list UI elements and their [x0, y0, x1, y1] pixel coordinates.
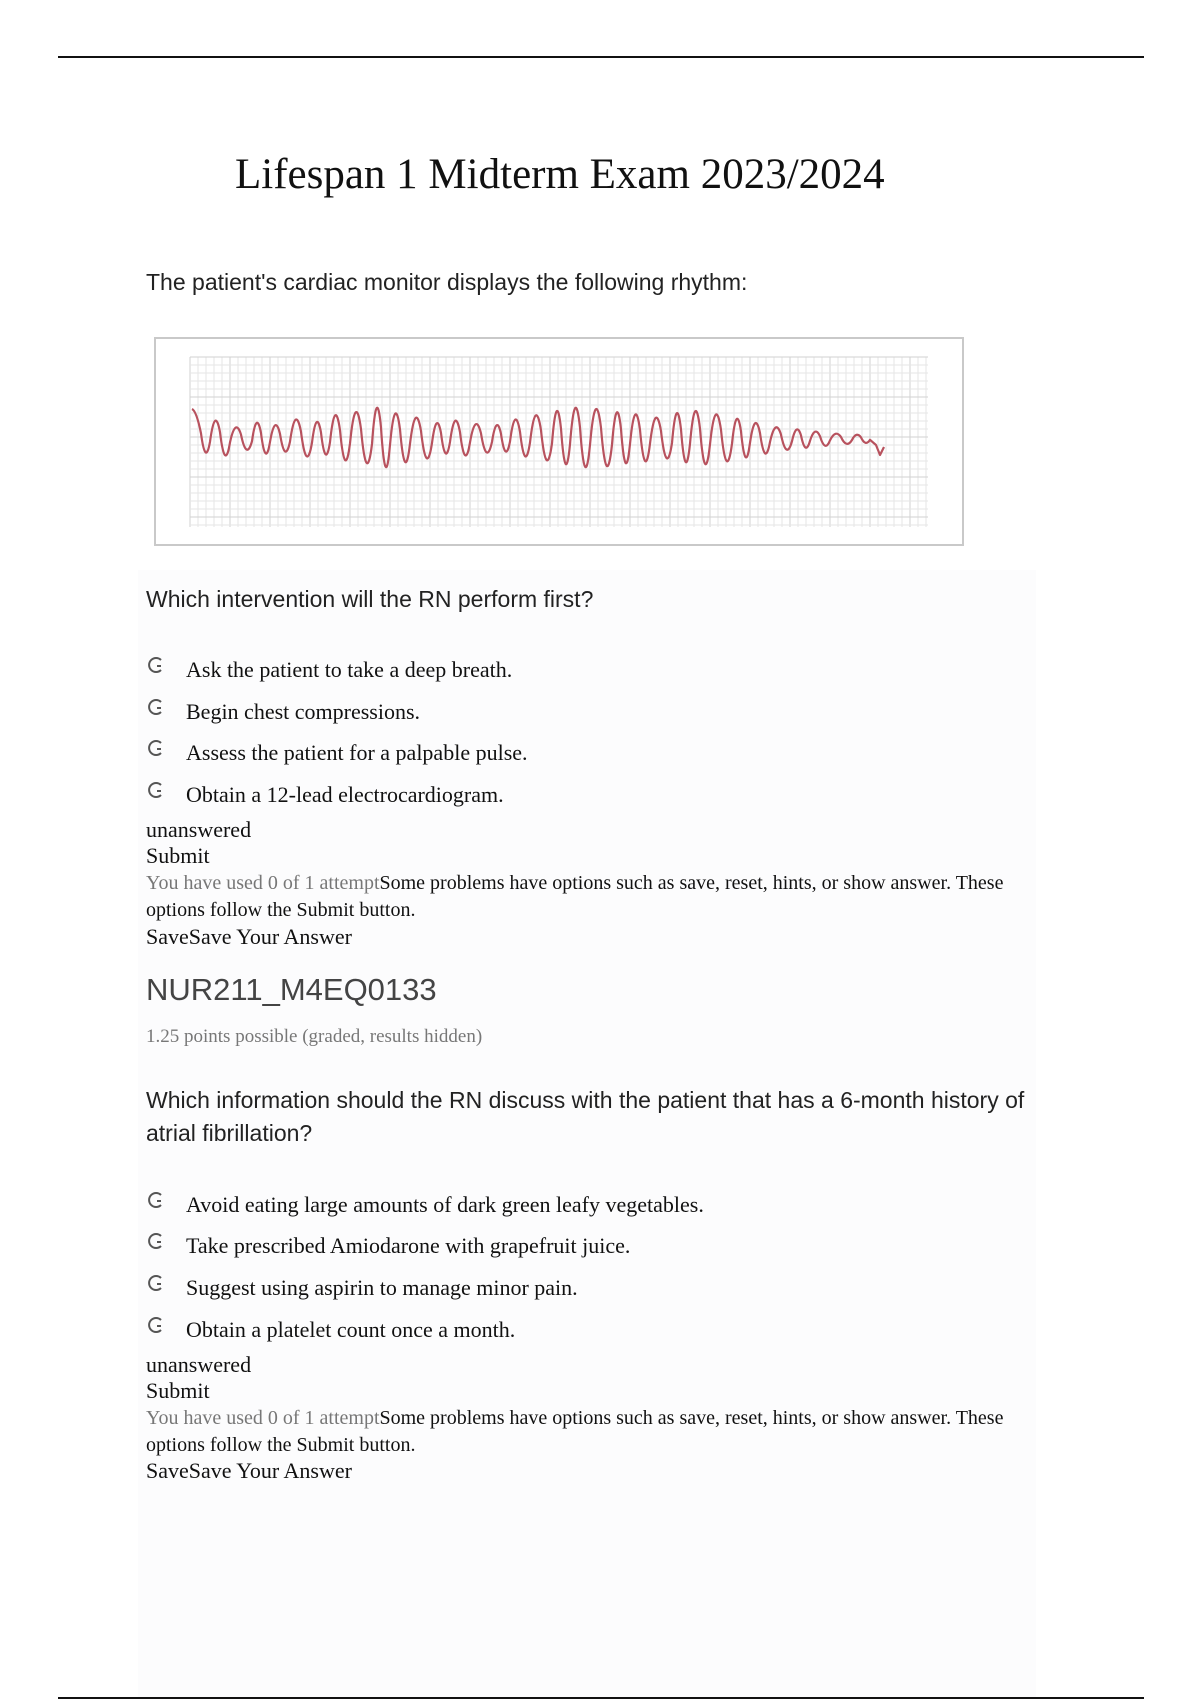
q2-save-button[interactable]: SaveSave Your Answer	[146, 1458, 352, 1483]
q1-attempt-info	[146, 870, 1046, 924]
radio-button-icon[interactable]	[146, 780, 166, 800]
q2-option-2[interactable]	[146, 1231, 1046, 1265]
q2-option-4[interactable]	[146, 1315, 1046, 1349]
q2-question: Which information should the RN discuss with the patient that has a 6-month history of atrial fibrillation?	[146, 1087, 1025, 1146]
q2-submit-button[interactable]: Submit	[146, 1378, 210, 1403]
radio-button-icon[interactable]	[146, 655, 166, 675]
q2-attempt-info	[146, 1405, 1046, 1459]
q2-option-3[interactable]	[146, 1273, 1046, 1307]
options-hint: Some problems have options such as save, reset, hints, or show answer. These options follow the Submit button.	[146, 1407, 1004, 1456]
q1-option-3[interactable]	[146, 738, 1046, 772]
q1-stem: The patient's cardiac monitor displays the following rhythm:	[146, 269, 748, 295]
q2-points-possible: 1.25 points possible (graded, results hidden)	[146, 1026, 483, 1047]
q2-option-1[interactable]	[146, 1190, 1046, 1224]
q2-status: unanswered	[146, 1352, 252, 1377]
page-title: Lifespan 1 Midterm Exam 2023/2024	[235, 151, 885, 198]
q1-option-4[interactable]	[146, 780, 1046, 814]
options-hint: Some problems have options such as save, reset, hints, or show answer. These options follow the Submit button.	[146, 872, 1004, 921]
q1-status: unanswered	[146, 817, 252, 842]
option-label: Assess the patient for a palpable pulse.	[186, 740, 528, 765]
top-rule	[58, 56, 1144, 58]
q1-option-2[interactable]	[146, 697, 1046, 731]
option-label: Ask the patient to take a deep breath.	[186, 657, 513, 682]
q1-question: Which intervention will the RN perform first?	[146, 586, 594, 612]
ecg-rhythm-strip	[154, 337, 964, 546]
q1-submit-button[interactable]: Submit	[146, 843, 210, 868]
q1-save-button[interactable]: SaveSave Your Answer	[146, 924, 352, 949]
option-label: Begin chest compressions.	[186, 699, 421, 724]
radio-button-icon[interactable]	[146, 738, 166, 758]
ecg-graphic	[156, 339, 962, 544]
option-label: Take prescribed Amiodarone with grapefruit juice.	[186, 1233, 631, 1258]
radio-button-icon[interactable]	[146, 1231, 166, 1251]
attempts-count: You have used 0 of 1 attempt	[146, 1407, 380, 1429]
option-label: Obtain a platelet count once a month.	[186, 1317, 516, 1342]
radio-button-icon[interactable]	[146, 1315, 166, 1335]
ecg-grid	[190, 357, 928, 527]
option-label: Suggest using aspirin to manage minor pain.	[186, 1275, 578, 1300]
q1-option-1[interactable]	[146, 655, 1046, 689]
bottom-rule	[58, 1697, 1144, 1699]
radio-button-icon[interactable]	[146, 697, 166, 717]
q2-problem-id: NUR211_M4EQ0133	[146, 972, 437, 1007]
option-label: Avoid eating large amounts of dark green leafy vegetables.	[186, 1192, 704, 1217]
attempts-count: You have used 0 of 1 attempt	[146, 872, 380, 894]
radio-button-icon[interactable]	[146, 1273, 166, 1293]
option-label: Obtain a 12-lead electrocardiogram.	[186, 782, 504, 807]
radio-button-icon[interactable]	[146, 1190, 166, 1210]
